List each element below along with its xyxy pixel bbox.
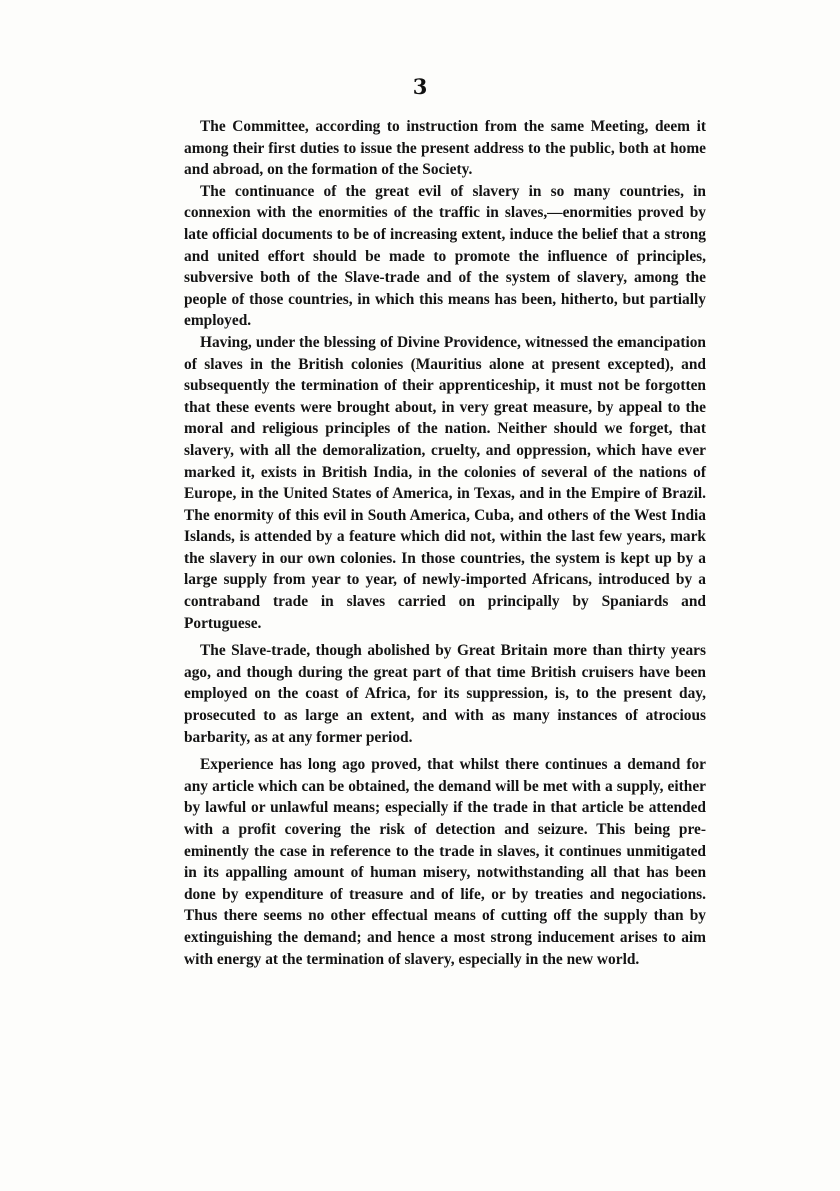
- paragraph-experience: Experience has long ago proved, that whilst there continues a demand for any article which can be obtained, the demand will be met with a supply, either by lawful or unlawful means; especially if the trade in that article be attended with a profit covering the risk of detection and seizure. This being pre-eminently the case in reference to the trade in slaves, it continues unmitigated in its appalling amount of human misery, notwithstanding all that has been done by expenditure of treasure and of life, or by treaties and negociations. Thus there seems no other effectual means of cutting off the supply than by extinguishing the demand; and hence a most strong inducement arises to aim with energy at the termination of slavery, especially in the new world.: [184, 756, 706, 968]
- page-number: 3: [412, 74, 428, 99]
- paragraph-slave-trade: The Slave-trade, though abolished by Great Britain more than thirty years ago, and though during the great part of that time British cruisers have been employed on the coast of Africa, for its suppression, is, to the present day, prosecuted to as large an extent, and with as many instances of atrocious barbarity, as at any former period.: [184, 642, 706, 746]
- paragraph-committee-address: The Committee, according to instruction from the same Meeting, deem it among their first duties to issue the present address to the public, both at home and abroad, on the formation of the Society.: [184, 118, 706, 179]
- paragraph-continuance-of-slavery: The continuance of the great evil of slavery in so many countries, in connexion with the enormities of the traffic in slaves,—enormities proved by late official documents to be of increasing extent, induce the belief that a strong and united effort should be made to promote the influence of principles, subversive both of the Slave-trade and of the system of slavery, among the people of those countries, in which this means has been, hitherto, but partially employed.: [184, 182, 706, 330]
- body-text: [184, 116, 706, 970]
- paragraph-emancipation: Having, under the blessing of Divine Providence, witnessed the emancipation of slaves in the British colonies (Mauritius alone at present excepted), and subsequently the termination of their apprenticeship, it must not be forgotten that these events were brought about, in very great measure, by appeal to the moral and religious principles of the nation. Neither should we forget, that slavery, with all the demoralization, cruelty, and oppression, which have ever marked it, exists in British India, in the colonies of several of the nations of Europe, in the United States of America, in Texas, and in the Empire of Brazil. The enormity of this evil in South America, Cuba, and others of the West India Islands, is attended by a feature which did not, within the last few years, mark the slavery in our own colonies. In those countries, the system is kept up by a large supply from year to year, of newly-imported Africans, introduced by a contraband trade in slaves carried on principally by Spaniards and Portuguese.: [184, 333, 706, 632]
